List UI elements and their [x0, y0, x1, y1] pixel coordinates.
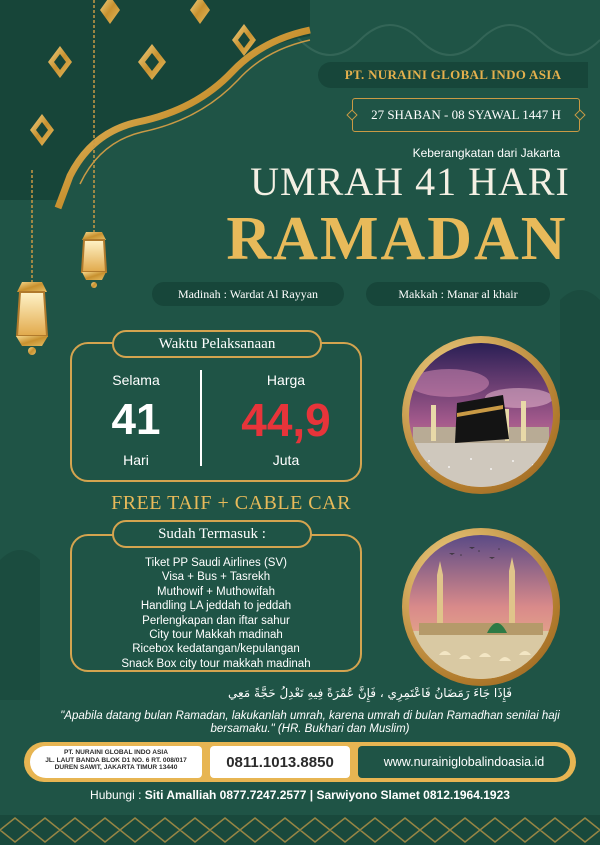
kaaba-illustration — [409, 343, 553, 487]
duration-value: 41 — [111, 395, 161, 444]
address-company-name: PT. NURAINI GLOBAL INDO ASIA — [63, 749, 169, 756]
title-ramadan: RAMADAN — [226, 205, 568, 273]
date-range: 27 SHABAN - 08 SYAWAL 1447 H — [352, 98, 580, 132]
address-line-1: JL. LAUT BANDA BLOK D1 NO. 6 RT. 008/017 — [45, 756, 187, 764]
includes-list — [80, 556, 352, 671]
company-address — [30, 746, 202, 778]
hotel-madinah: Madinah : Wardat Al Rayyan — [152, 282, 344, 306]
list-item: Handling LA jeddah to jeddah — [140, 600, 292, 613]
contact-line — [20, 788, 580, 802]
contact-label: Hubungi : — [90, 788, 142, 802]
list-item: Muthowif + Muthowifah — [157, 585, 275, 598]
includes-heading: Sudah Termasuk : — [112, 520, 312, 548]
list-item: Visa + Bus + Tasrekh — [161, 571, 271, 584]
phone-number[interactable]: 0811.1013.8850 — [210, 746, 350, 778]
contact-person-1[interactable]: Siti Amalliah 0877.7247.2577 — [144, 788, 307, 802]
mosque-illustration — [409, 535, 553, 679]
website-link[interactable]: www.nurainiglobalindoasia.id — [358, 746, 570, 778]
price-label: Harga — [266, 372, 306, 388]
duration-unit: Hari — [123, 452, 149, 468]
list-item: Perlengkapan dan iftar sahur — [142, 614, 290, 627]
price-unit: Juta — [272, 452, 300, 468]
contact-separator: | — [309, 788, 314, 802]
hadith-quote: "Apabila datang bulan Ramadan, lakukanlah umrah, karena umrah di bulan Ramadhan senilai haji bersamaku." (HR. Bukhari dan Muslim) — [60, 710, 560, 735]
address-line-2: DUREN SAWIT, JAKARTA TIMUR 13440 — [54, 764, 178, 771]
company-name: PT. NURAINI GLOBAL INDO ASIA — [318, 62, 588, 88]
bonus-text: FREE TAIF + CABLE CAR — [111, 492, 351, 514]
list-item: Tiket PP Saudi Airlines (SV) — [145, 557, 287, 569]
kaaba-photo — [402, 336, 560, 494]
price-value: 44,9 — [241, 394, 331, 446]
hotel-makkah: Makkah : Manar al khair — [366, 282, 550, 306]
departure-city: Keberangkatan dari Jakarta — [412, 146, 560, 160]
schedule-heading: Waktu Pelaksanaan — [112, 330, 322, 358]
list-item: Snack Box city tour makkah madinah — [121, 657, 311, 670]
duration-label: Selama — [112, 372, 160, 388]
madinah-photo — [402, 528, 560, 686]
contact-person-2[interactable]: Sarwiyono Slamet 0812.1964.1923 — [316, 788, 510, 802]
arabic-verse: فَإِذَا جَاءَ رَمَضَانُ فَاعْتَمِرِي ، فَإِنَّ عُمْرَةً فِيهِ تَعْدِلُ حَجَّةً مَعِي — [228, 686, 512, 700]
list-item: City tour Makkah madinah — [149, 629, 283, 642]
schedule-divider — [200, 370, 202, 466]
list-item: Ricebox kedatangan/kepulangan — [132, 643, 300, 656]
title-umrah: UMRAH 41 HARI — [250, 159, 570, 204]
